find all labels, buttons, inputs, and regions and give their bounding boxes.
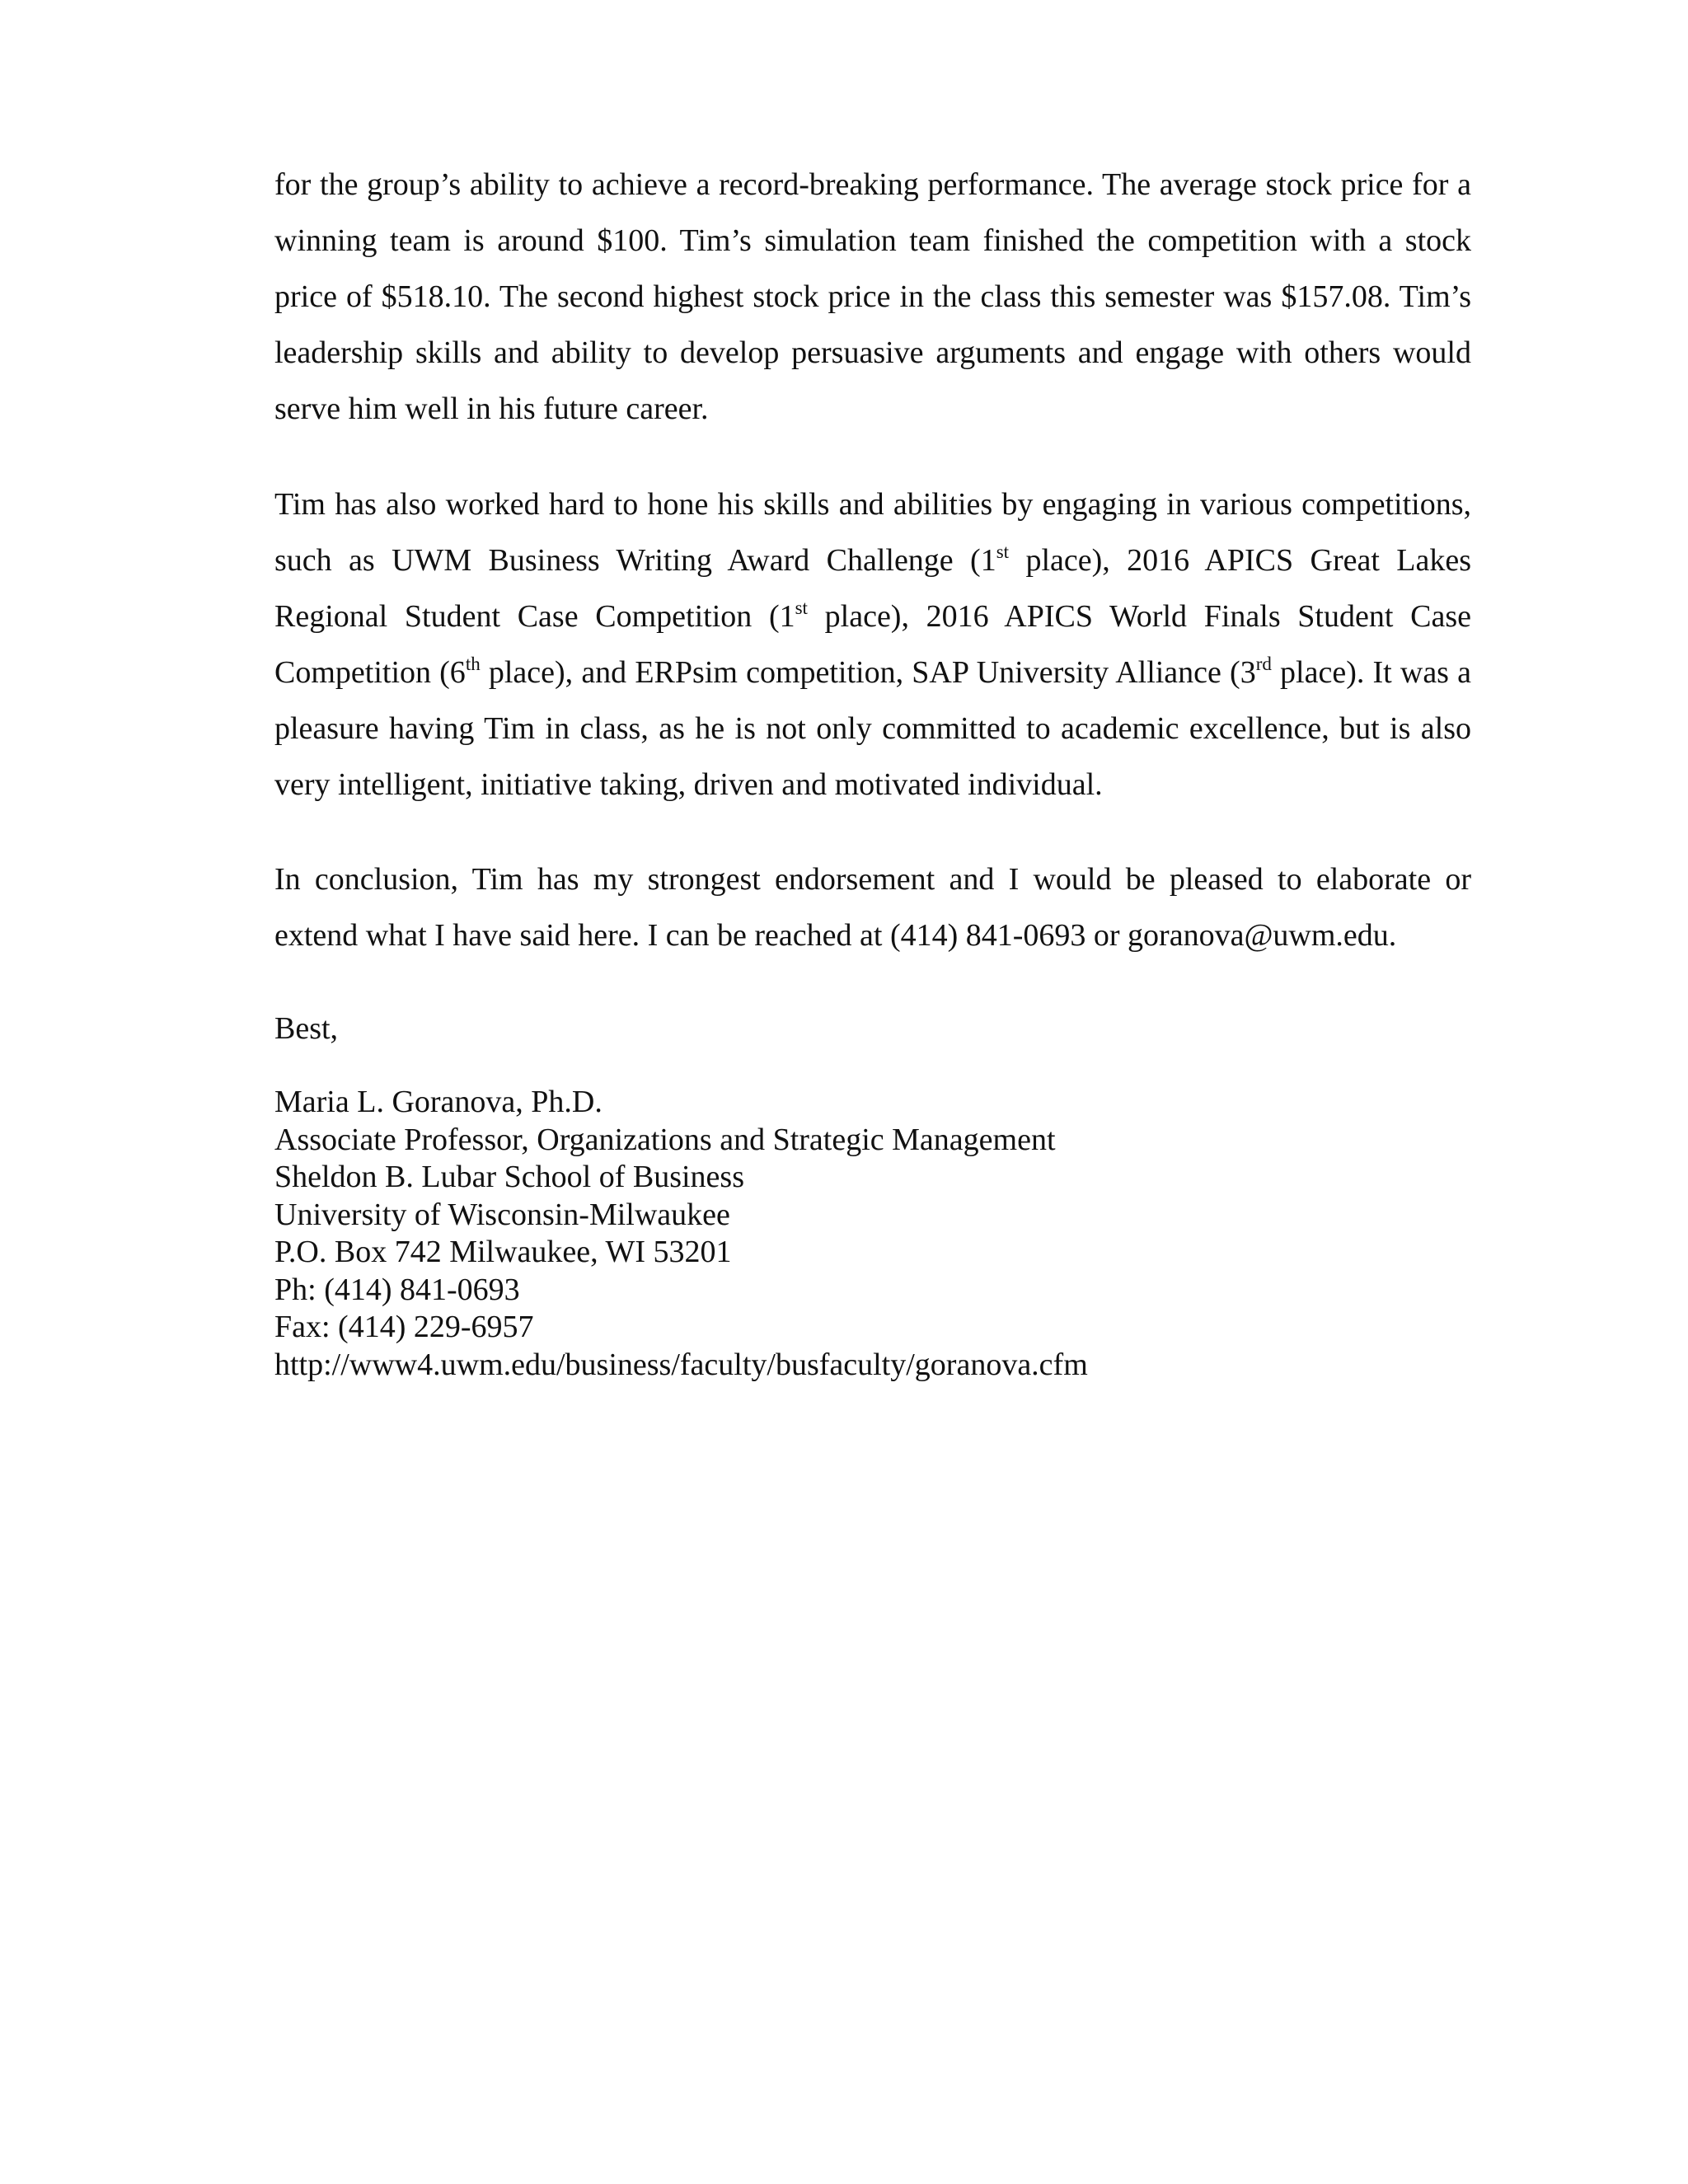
paragraph-competitions-text-3: place), 2016 APICS World Finals Student Case Competition (6 [274,599,1471,690]
paragraph-competitions-text-2: place), 2016 APICS Great Lakes Regional Student Case Competition (1 [274,543,1471,634]
signature-fax: Fax: (414) 229-6957 [274,1310,534,1344]
ordinal-suffix-4: rd [1255,654,1272,674]
signature-title: Associate Professor, Organizations and Strategic Management [274,1122,1056,1157]
paragraph-conclusion: In conclusion, Tim has my strongest endorsement and I would be pleased to elaborate or extend what I have said here. I can be reached at (414) 841-0693 or goranova@uwm.edu. [274,862,1471,953]
signature-address: P.O. Box 742 Milwaukee, WI 53201 [274,1235,732,1269]
ordinal-suffix-1: st [996,541,1010,562]
signature-phone: Ph: (414) 841-0693 [274,1272,520,1307]
paragraph-competitions [274,476,1471,813]
signature-url: http://www4.uwm.edu/business/faculty/busfaculty/goranova.cfm [274,1347,1088,1382]
ordinal-suffix-2: st [795,598,808,618]
paragraph-competitions-text-1: Tim has also worked hard to hone his skills and abilities by engaging in various competitions, such as UWM Business Writing Award Challenge (1 [274,487,1471,578]
signature-block [274,1084,1088,1384]
closing-salutation: Best, [274,1011,339,1046]
paragraph-competitions-text-5: place). It was a pleasure having Tim in class, as he is not only committed to academic excellence, but is also very intelligent, initiative taking, driven and motivated individual. [274,655,1471,802]
signature-school: Sheldon B. Lubar School of Business [274,1160,744,1194]
paragraph-performance: for the group’s ability to achieve a record-breaking performance. The average stock price for a winning team is around $100. Tim’s simulation team finished the competition with a stock price of $518.10. The second highest stock price in the class this semester was $157.08. Tim’s leadership skills and ability to develop persuasive arguments and engage with others would serve him well in his future career. [274,167,1471,426]
ordinal-suffix-3: th [465,654,481,674]
signature-university: University of Wisconsin-Milwaukee [274,1197,730,1232]
paragraph-competitions-text-4: place), and ERPsim competition, SAP University Alliance (3 [480,655,1256,690]
signature-name: Maria L. Goranova, Ph.D. [274,1085,603,1119]
